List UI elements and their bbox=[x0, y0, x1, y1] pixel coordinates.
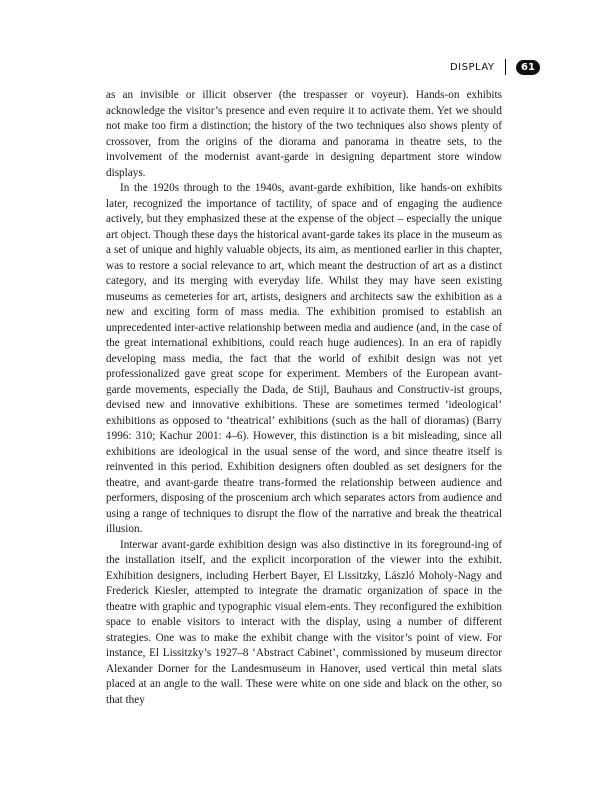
running-head bbox=[400, 58, 540, 76]
paragraph-avant-garde: In the 1920s through to the 1940s, avant-garde exhibition, like hands-on exhibits later, recognized the importance of tactility, of space and of engaging the audience actively, but they emphasized these at the expense of the object – especially the unique art object. Though these days the historical avant-garde takes its place in the museum as a set of unique and highly valuable objects, its aim, as mentioned earlier in this chapter, was to restore a social relevance to art, which meant the destruction of art as a distinct category, and its merging with everyday life. Whilst they may have seen existing museums as cemeteries for art, artists, designers and architects saw the exhibition as a new and exciting form of mass media. The exhibition promised to establish an unprecedented inter-active relationship between media and audience (and, in the case of the great international exhibitions, could reach huge audiences). In an era of rapidly developing mass media, the fact that the world of exhibit design was not yet professionalized gave great scope for experiment. Members of the European avant-garde movements, especially the Dada, de Stijl, Bauhaus and Constructiv-ist groups, devised new and innovative exhibitions. These are sometimes termed ‘ideological’ exhibitions as opposed to ‘theatrical’ exhibitions (such as the hall of dioramas) (Barry 1996: 310; Kachur 2001: 4–6). However, this distinction is a bit misleading, since all exhibitions are ideological in the usual sense of the word, and since theatre itself is reinvented in this period. Exhibition designers often doubled as set designers for the theatre, and avant-garde theatre trans-formed the relationship between audience and performers, disposing of the proscenium arch which separates actors from audience and using a range of techniques to disrupt the flow of the narrative and break the theatrical illusion. bbox=[106, 182, 502, 535]
body-text bbox=[106, 88, 502, 708]
header-divider bbox=[505, 59, 507, 75]
page-number-badge: 61 bbox=[516, 60, 540, 75]
paragraph-continued: as an invisible or illicit observer (the trespasser or voyeur). Hands-on exhibits acknowledge the visitor’s presence and even require it to activate them. Yet we should not make too firm a distinction; the history of the two techniques also shows plenty of crossover, from the origins of the diorama and panorama in theatre sets, to the involvement of the modernist avant-garde in designing department store window displays. bbox=[106, 89, 502, 179]
paragraph-interwar: Interwar avant-garde exhibition design was also distinctive in its foreground-ing of the installation itself, and the explicit incorporation of the viewer into the exhibit. Exhibition designers, including Herbert Bayer, El Lissitzky, László Moholy-Nagy and Frederick Kiesler, attempted to integrate the dramatic organization of space in the theatre with graphic and typographic visual elem-ents. They reconfigured the exhibition space to enable visitors to interact with the display, using a number of different strategies. One was to make the exhibit change with the visitor’s point of view. For instance, El Lissitzky’s 1927–8 ‘Abstract Cabinet’, commissioned by museum director Alexander Dorner for the Landesmuseum in Hanover, used vertical thin metal slats placed at an angle to the wall. These were white on one side and black on the other, so that they bbox=[106, 538, 502, 706]
section-label: DISPLAY bbox=[449, 61, 495, 73]
